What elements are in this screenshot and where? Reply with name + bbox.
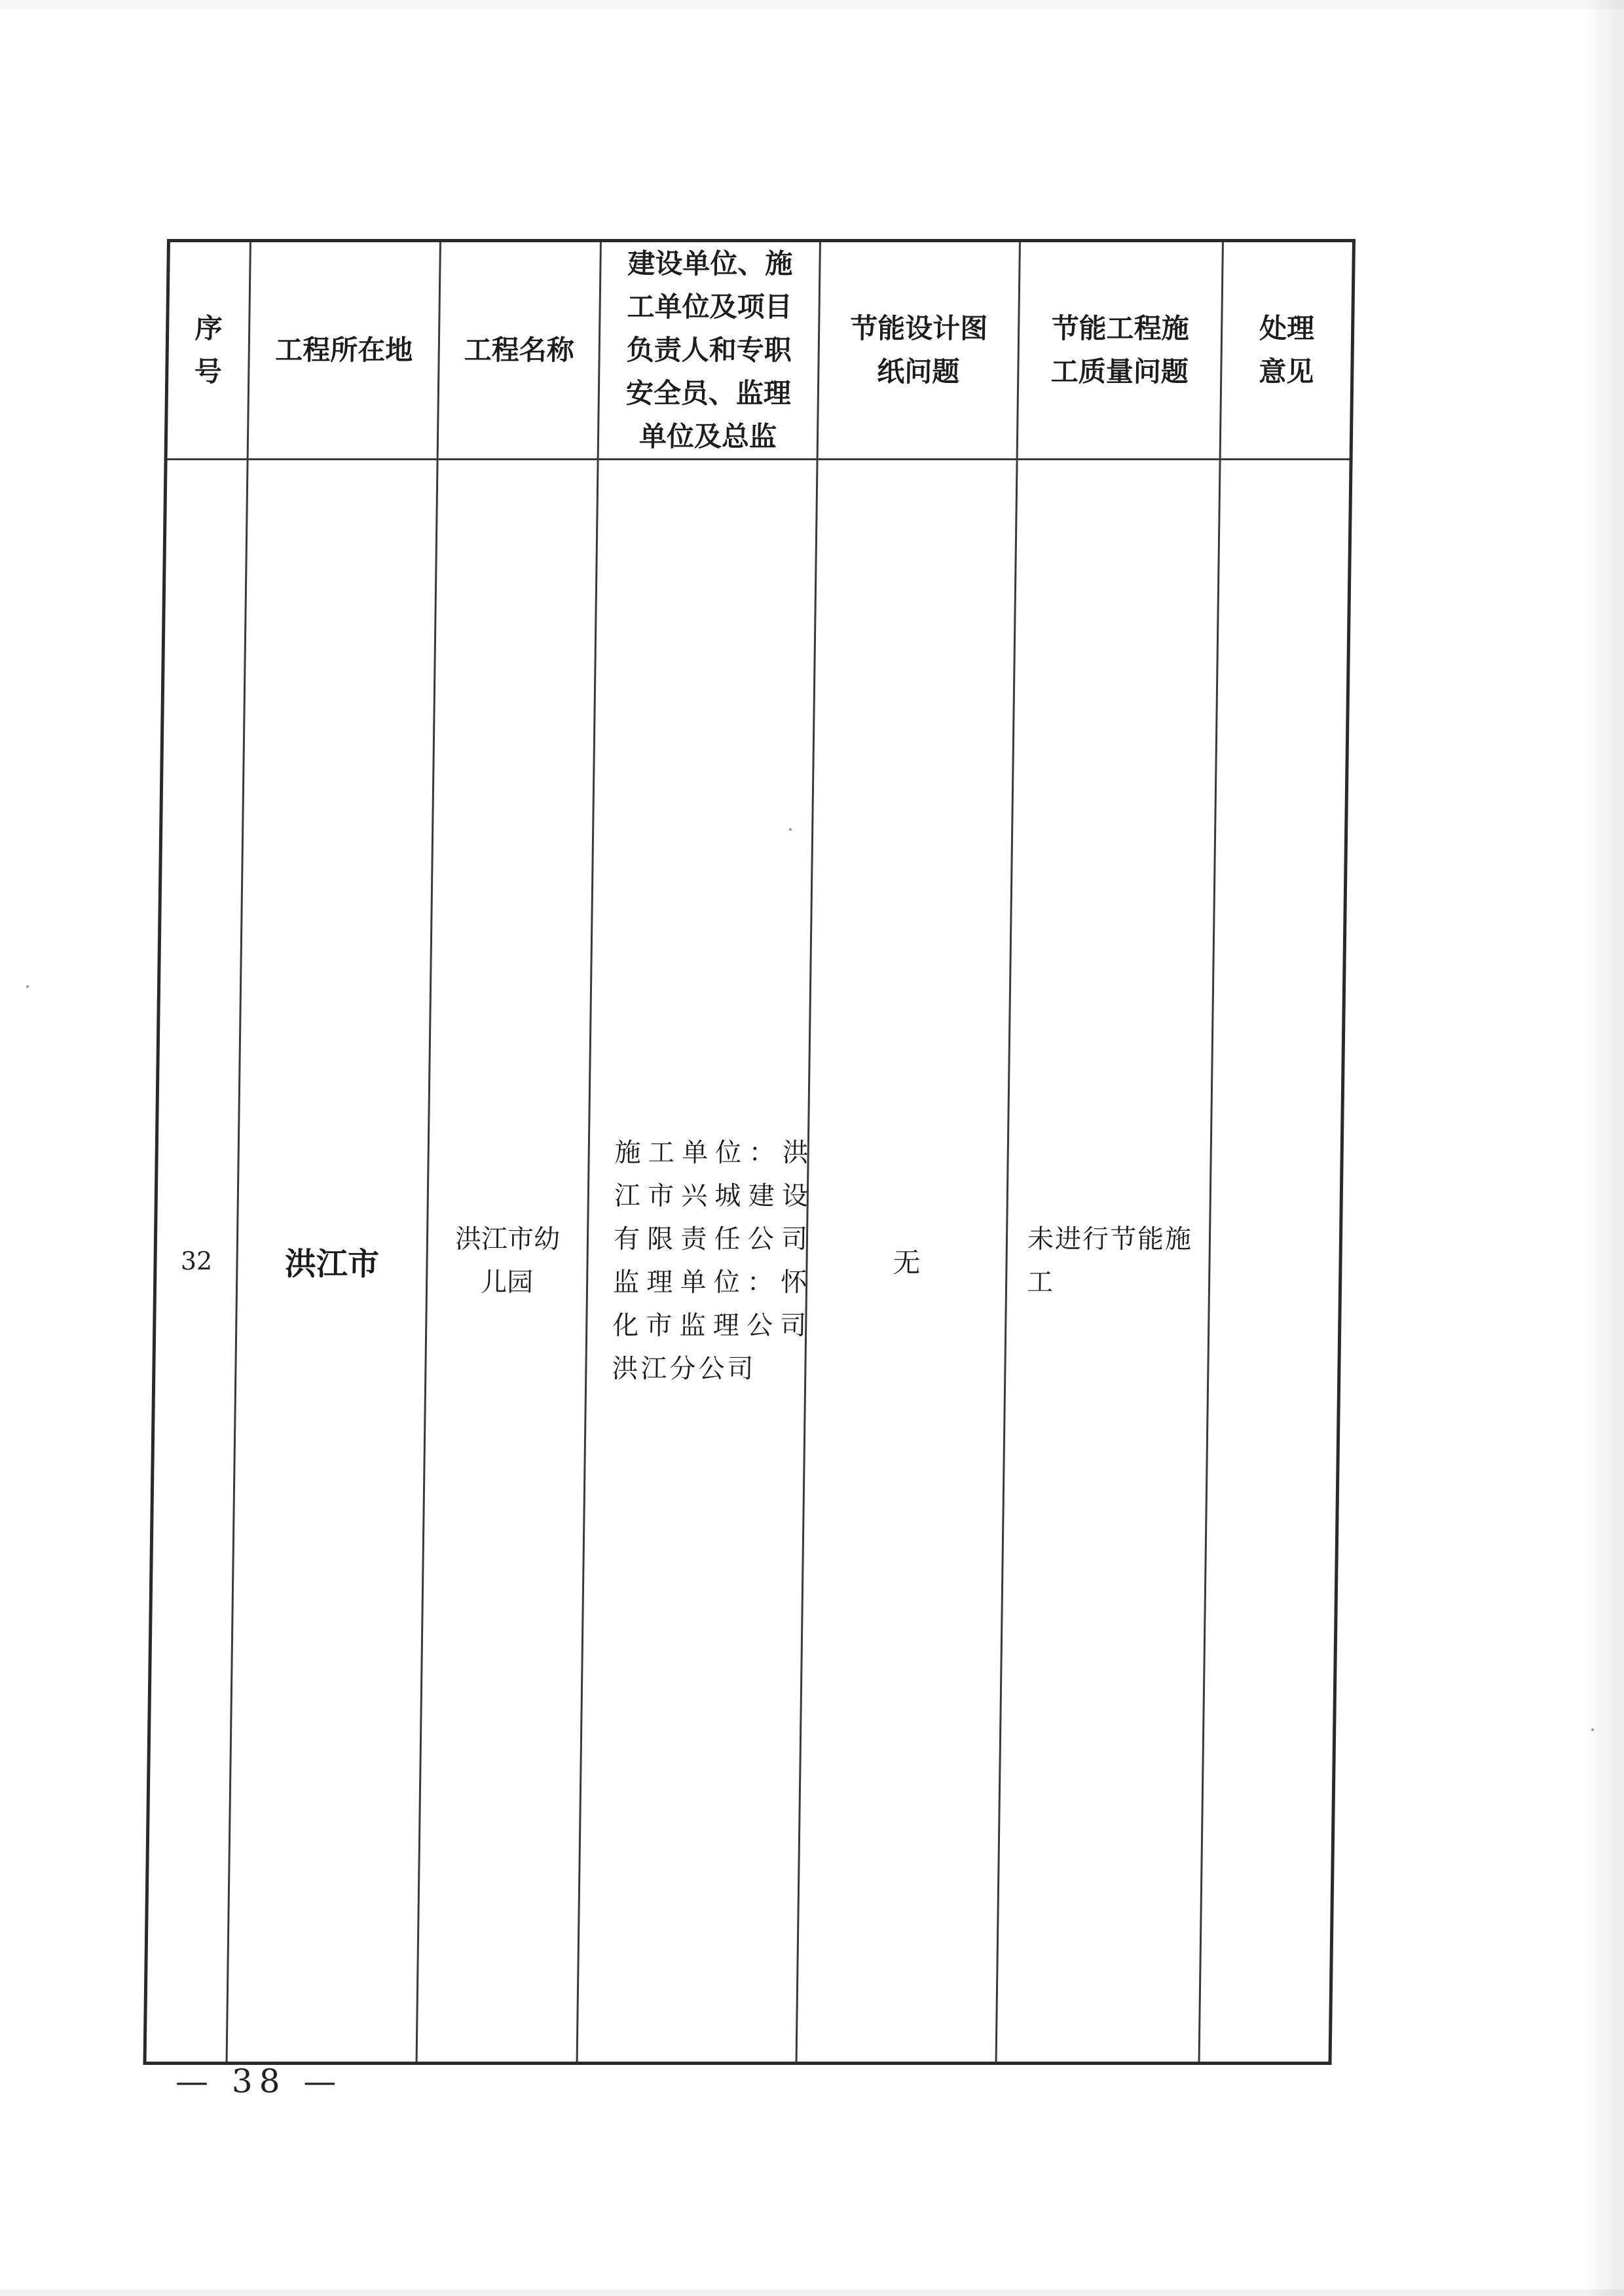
table-header-row [166, 241, 1354, 460]
cell-units-text: 施工单位：洪江市兴城建设有限责任公司监理单位：怀化市监理公司洪江分公司 [612, 1138, 812, 1384]
cell-handling [1199, 460, 1351, 2064]
header-handling [1220, 241, 1354, 460]
header-quality-issues-label: 节能工程施工质量问题 [1050, 312, 1190, 388]
scan-edge-right [1585, 0, 1624, 2296]
scan-edge-bottom [0, 2289, 1624, 2296]
header-location-label: 工程所在地 [274, 334, 413, 366]
scan-speck [26, 985, 29, 988]
cell-seq: 32 [145, 460, 248, 2064]
header-seq-label: 序号 [194, 312, 223, 388]
cell-quality-issues-text: 未进行节能施工 [1026, 1224, 1193, 1298]
header-units-label: 建设单位、施工单位及项目负责人和专职安全员、监理单位及总监 [625, 247, 793, 452]
header-design-issues-label: 节能设计图纸问题 [849, 312, 988, 388]
table-row [145, 460, 1351, 2064]
cell-project-name [416, 460, 598, 2064]
header-handling-label: 处理意见 [1259, 312, 1315, 388]
page-number: — 38 — [175, 2062, 343, 2100]
table-wrapper [143, 239, 1352, 2059]
header-project-name [437, 241, 600, 460]
scan-speck [1591, 1728, 1594, 1731]
header-seq [166, 241, 250, 460]
header-units [598, 241, 820, 460]
header-project-name-label: 工程名称 [464, 334, 575, 366]
cell-design-issues: 无 [796, 460, 1017, 2064]
cell-units [577, 460, 817, 2064]
cell-quality-issues [996, 460, 1220, 2064]
cell-project-name-text: 洪江市幼儿园 [454, 1224, 561, 1298]
inspection-table [143, 239, 1356, 2065]
header-location [248, 241, 440, 460]
header-design-issues [817, 241, 1020, 460]
cell-location: 洪江市 [227, 460, 437, 2064]
scan-edge-top [0, 0, 1624, 9]
header-quality-issues [1017, 241, 1223, 460]
